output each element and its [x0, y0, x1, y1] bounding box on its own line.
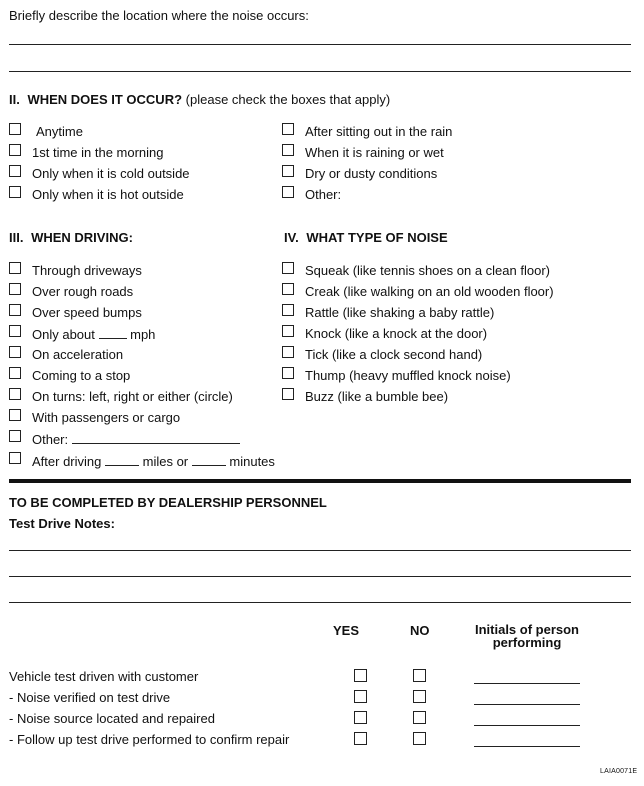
checkbox-passengers[interactable] [9, 409, 21, 421]
dealer-row-label: - Noise source located and repaired [9, 711, 215, 726]
notes-line-3[interactable] [9, 602, 631, 603]
no-checkbox[interactable] [413, 732, 426, 745]
label-tick: Tick (like a clock second hand) [305, 347, 483, 362]
no-checkbox[interactable] [413, 690, 426, 703]
col-yes-header: YES [333, 623, 360, 638]
location-line-2[interactable] [9, 71, 631, 72]
only-about-text: Only about [32, 327, 95, 342]
checkbox-stop[interactable] [9, 367, 21, 379]
checkbox-driveways[interactable] [9, 262, 21, 274]
checkbox-anytime[interactable] [9, 123, 21, 135]
col-initials-line1: Initials of person [474, 622, 579, 637]
section4-title: WHAT TYPE OF NOISE [306, 230, 448, 245]
yes-checkbox[interactable] [354, 690, 367, 703]
col-initials-header [462, 623, 592, 649]
section2-number: II. [9, 92, 20, 107]
col-no-header: NO [410, 623, 430, 638]
other-driving-text: Other: [32, 432, 69, 447]
checkbox-rattle[interactable] [282, 304, 294, 316]
dealer-heading: TO BE COMPLETED BY DEALERSHIP PERSONNEL [9, 495, 327, 510]
label-only-about [32, 326, 155, 343]
label-driveways: Through driveways [32, 263, 142, 278]
yes-checkbox[interactable] [354, 669, 367, 682]
label-speed-bumps: Over speed bumps [32, 305, 142, 320]
checkbox-knock[interactable] [282, 325, 294, 337]
label-stop: Coming to a stop [32, 368, 131, 383]
label-morning: 1st time in the morning [32, 145, 164, 160]
no-checkbox[interactable] [413, 669, 426, 682]
minutes-text: minutes [229, 454, 275, 469]
label-hot: Only when it is hot outside [32, 187, 184, 202]
label-after-rain: After sitting out in the rain [305, 124, 453, 139]
label-buzz: Buzz (like a bumble bee) [305, 389, 449, 404]
dealer-row-label: - Noise verified on test drive [9, 690, 171, 705]
label-other-occur: Other: [305, 187, 342, 202]
initials-line[interactable] [474, 746, 580, 747]
location-prompt: Briefly describe the location where the noise occurs: [9, 8, 309, 23]
checkbox-after-driving[interactable] [9, 452, 21, 464]
label-anytime: Anytime [36, 124, 83, 139]
checkbox-thump[interactable] [282, 367, 294, 379]
label-cold: Only when it is cold outside [32, 166, 190, 181]
label-passengers: With passengers or cargo [32, 410, 181, 425]
label-rough-roads: Over rough roads [32, 284, 134, 299]
label-rattle: Rattle (like shaking a baby rattle) [305, 305, 495, 320]
checkbox-turns[interactable] [9, 388, 21, 400]
checkbox-rough-roads[interactable] [9, 283, 21, 295]
no-checkbox[interactable] [413, 711, 426, 724]
location-line-1[interactable] [9, 44, 631, 45]
label-acceleration: On acceleration [32, 347, 124, 362]
checkbox-other-driving[interactable] [9, 430, 21, 442]
miles-blank[interactable] [105, 453, 139, 466]
label-dry: Dry or dusty conditions [305, 166, 438, 181]
section3-title: WHEN DRIVING: [31, 230, 133, 245]
yes-checkbox[interactable] [354, 711, 367, 724]
miles-text: miles or [142, 454, 189, 469]
initials-line[interactable] [474, 704, 580, 705]
minutes-blank[interactable] [192, 453, 226, 466]
checkbox-creak[interactable] [282, 283, 294, 295]
initials-line[interactable] [474, 683, 580, 684]
notes-line-2[interactable] [9, 576, 631, 577]
checkbox-only-about[interactable] [9, 325, 21, 337]
section2-note: (please check the boxes that apply) [185, 92, 391, 107]
label-other-driving [32, 431, 240, 448]
label-raining: When it is raining or wet [305, 145, 444, 160]
label-squeak: Squeak (like tennis shoes on a clean floor) [305, 263, 550, 278]
initials-line[interactable] [474, 725, 580, 726]
other-driving-blank[interactable] [72, 431, 240, 444]
checkbox-buzz[interactable] [282, 388, 294, 400]
section2-heading [9, 92, 390, 108]
test-drive-notes-label: Test Drive Notes: [9, 516, 115, 531]
yes-checkbox[interactable] [354, 732, 367, 745]
col-initials-line2: performing [492, 635, 562, 650]
figure-code: LAIA0071E [600, 768, 638, 775]
checkbox-raining[interactable] [282, 144, 294, 156]
section-divider [9, 479, 631, 483]
dealer-row-label: - Follow up test drive performed to confirm repair [9, 732, 290, 747]
label-knock: Knock (like a knock at the door) [305, 326, 488, 341]
label-creak: Creak (like walking on an old wooden floor) [305, 284, 554, 299]
section3-number: III. [9, 230, 24, 245]
checkbox-tick[interactable] [282, 346, 294, 358]
checkbox-dry[interactable] [282, 165, 294, 177]
label-turns: On turns: left, right or either (circle) [32, 389, 233, 404]
notes-line-1[interactable] [9, 550, 631, 551]
label-after-driving [32, 453, 275, 470]
checkbox-morning[interactable] [9, 144, 21, 156]
checkbox-after-rain[interactable] [282, 123, 294, 135]
checkbox-acceleration[interactable] [9, 346, 21, 358]
section4-heading [284, 230, 448, 246]
checkbox-other-occur[interactable] [282, 186, 294, 198]
label-thump: Thump (heavy muffled knock noise) [305, 368, 511, 383]
checkbox-cold[interactable] [9, 165, 21, 177]
section3-heading [9, 230, 133, 246]
checkbox-squeak[interactable] [282, 262, 294, 274]
dealer-row-label: Vehicle test driven with customer [9, 669, 199, 684]
section4-number: IV. [284, 230, 299, 245]
checkbox-speed-bumps[interactable] [9, 304, 21, 316]
after-driving-text: After driving [32, 454, 102, 469]
mph-text: mph [130, 327, 156, 342]
checkbox-hot[interactable] [9, 186, 21, 198]
mph-blank[interactable] [99, 326, 127, 339]
section2-title: WHEN DOES IT OCCUR? [27, 92, 183, 107]
